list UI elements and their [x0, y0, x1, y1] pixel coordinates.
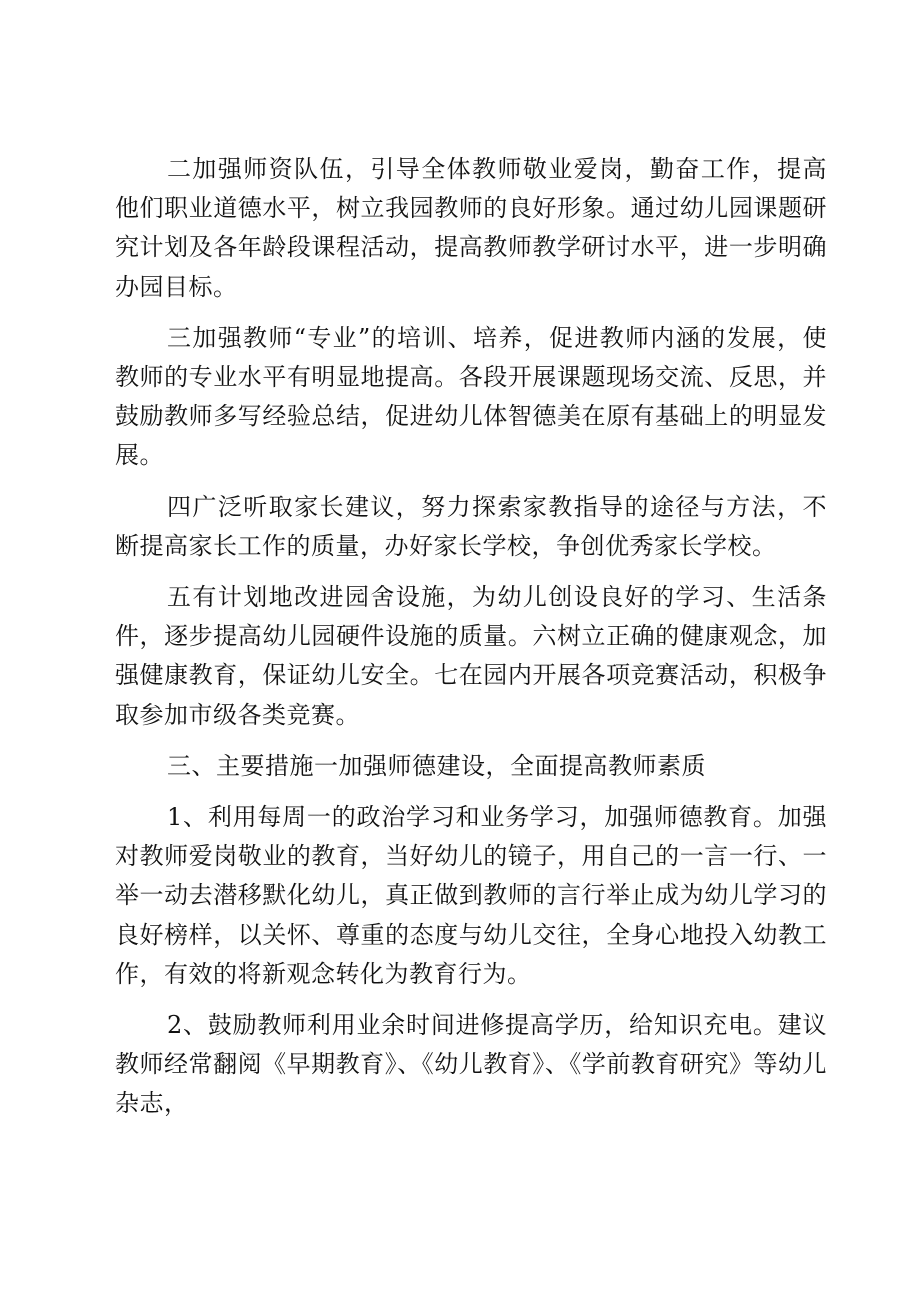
paragraph-measure-1: 1、利用每周一的政治学习和业务学习，加强师德教育。加强对教师爱岗敬业的教育，当好幼儿的镜子，用自己的一言一行、一举一动去潜移默化幼儿，真正做到教师的言行举止成为幼儿学习的良好榜样，以关怀、尊重的态度与幼儿交往，全身心地投入幼教工作，有效的将新观念转化为教育行为。 [115, 803, 827, 988]
paragraph-professional-training: 三加强教师“专业”的培训、培养，促进教师内涵的发展，使教师的专业水平有明显地提高。各段开展课题现场交流、反思，并鼓励教师多写经验总结，促进幼儿体智德美在原有基础上的明显发展。 [115, 323, 827, 470]
document-page [115, 150, 827, 1136]
paragraph-parent-suggestions: 四广泛听取家长建议，努力探索家教指导的途径与方法，不断提高家长工作的质量，办好家长学校，争创优秀家长学校。 [115, 492, 827, 560]
section-heading-main-measures: 三、主要措施一加强师德建设，全面提高教师素质 [167, 751, 706, 780]
paragraph-facilities-health: 五有计划地改进园舍设施，为幼儿创设良好的学习、生活条件，逐步提高幼儿园硬件设施的质量。六树立正确的健康观念，加强健康教育，保证幼儿安全。七在园内开展各项竞赛活动，积极争取参加市级各类竞赛。 [115, 583, 827, 729]
paragraph-teacher-team: 二加强师资队伍，引导全体教师敬业爱岗，勤奋工作，提高他们职业道德水平，树立我园教师的良好形象。通过幼儿园课题研究计划及各年龄段课程活动，提高教师教学研讨水平，进一步明确办园目标。 [115, 155, 827, 301]
paragraph-measure-2: 2、鼓励教师利用业余时间进修提高学历，给知识充电。建议教师经常翻阅《早期教育》、《幼儿教育》、《学前教育研究》等幼儿杂志， [115, 1011, 827, 1118]
